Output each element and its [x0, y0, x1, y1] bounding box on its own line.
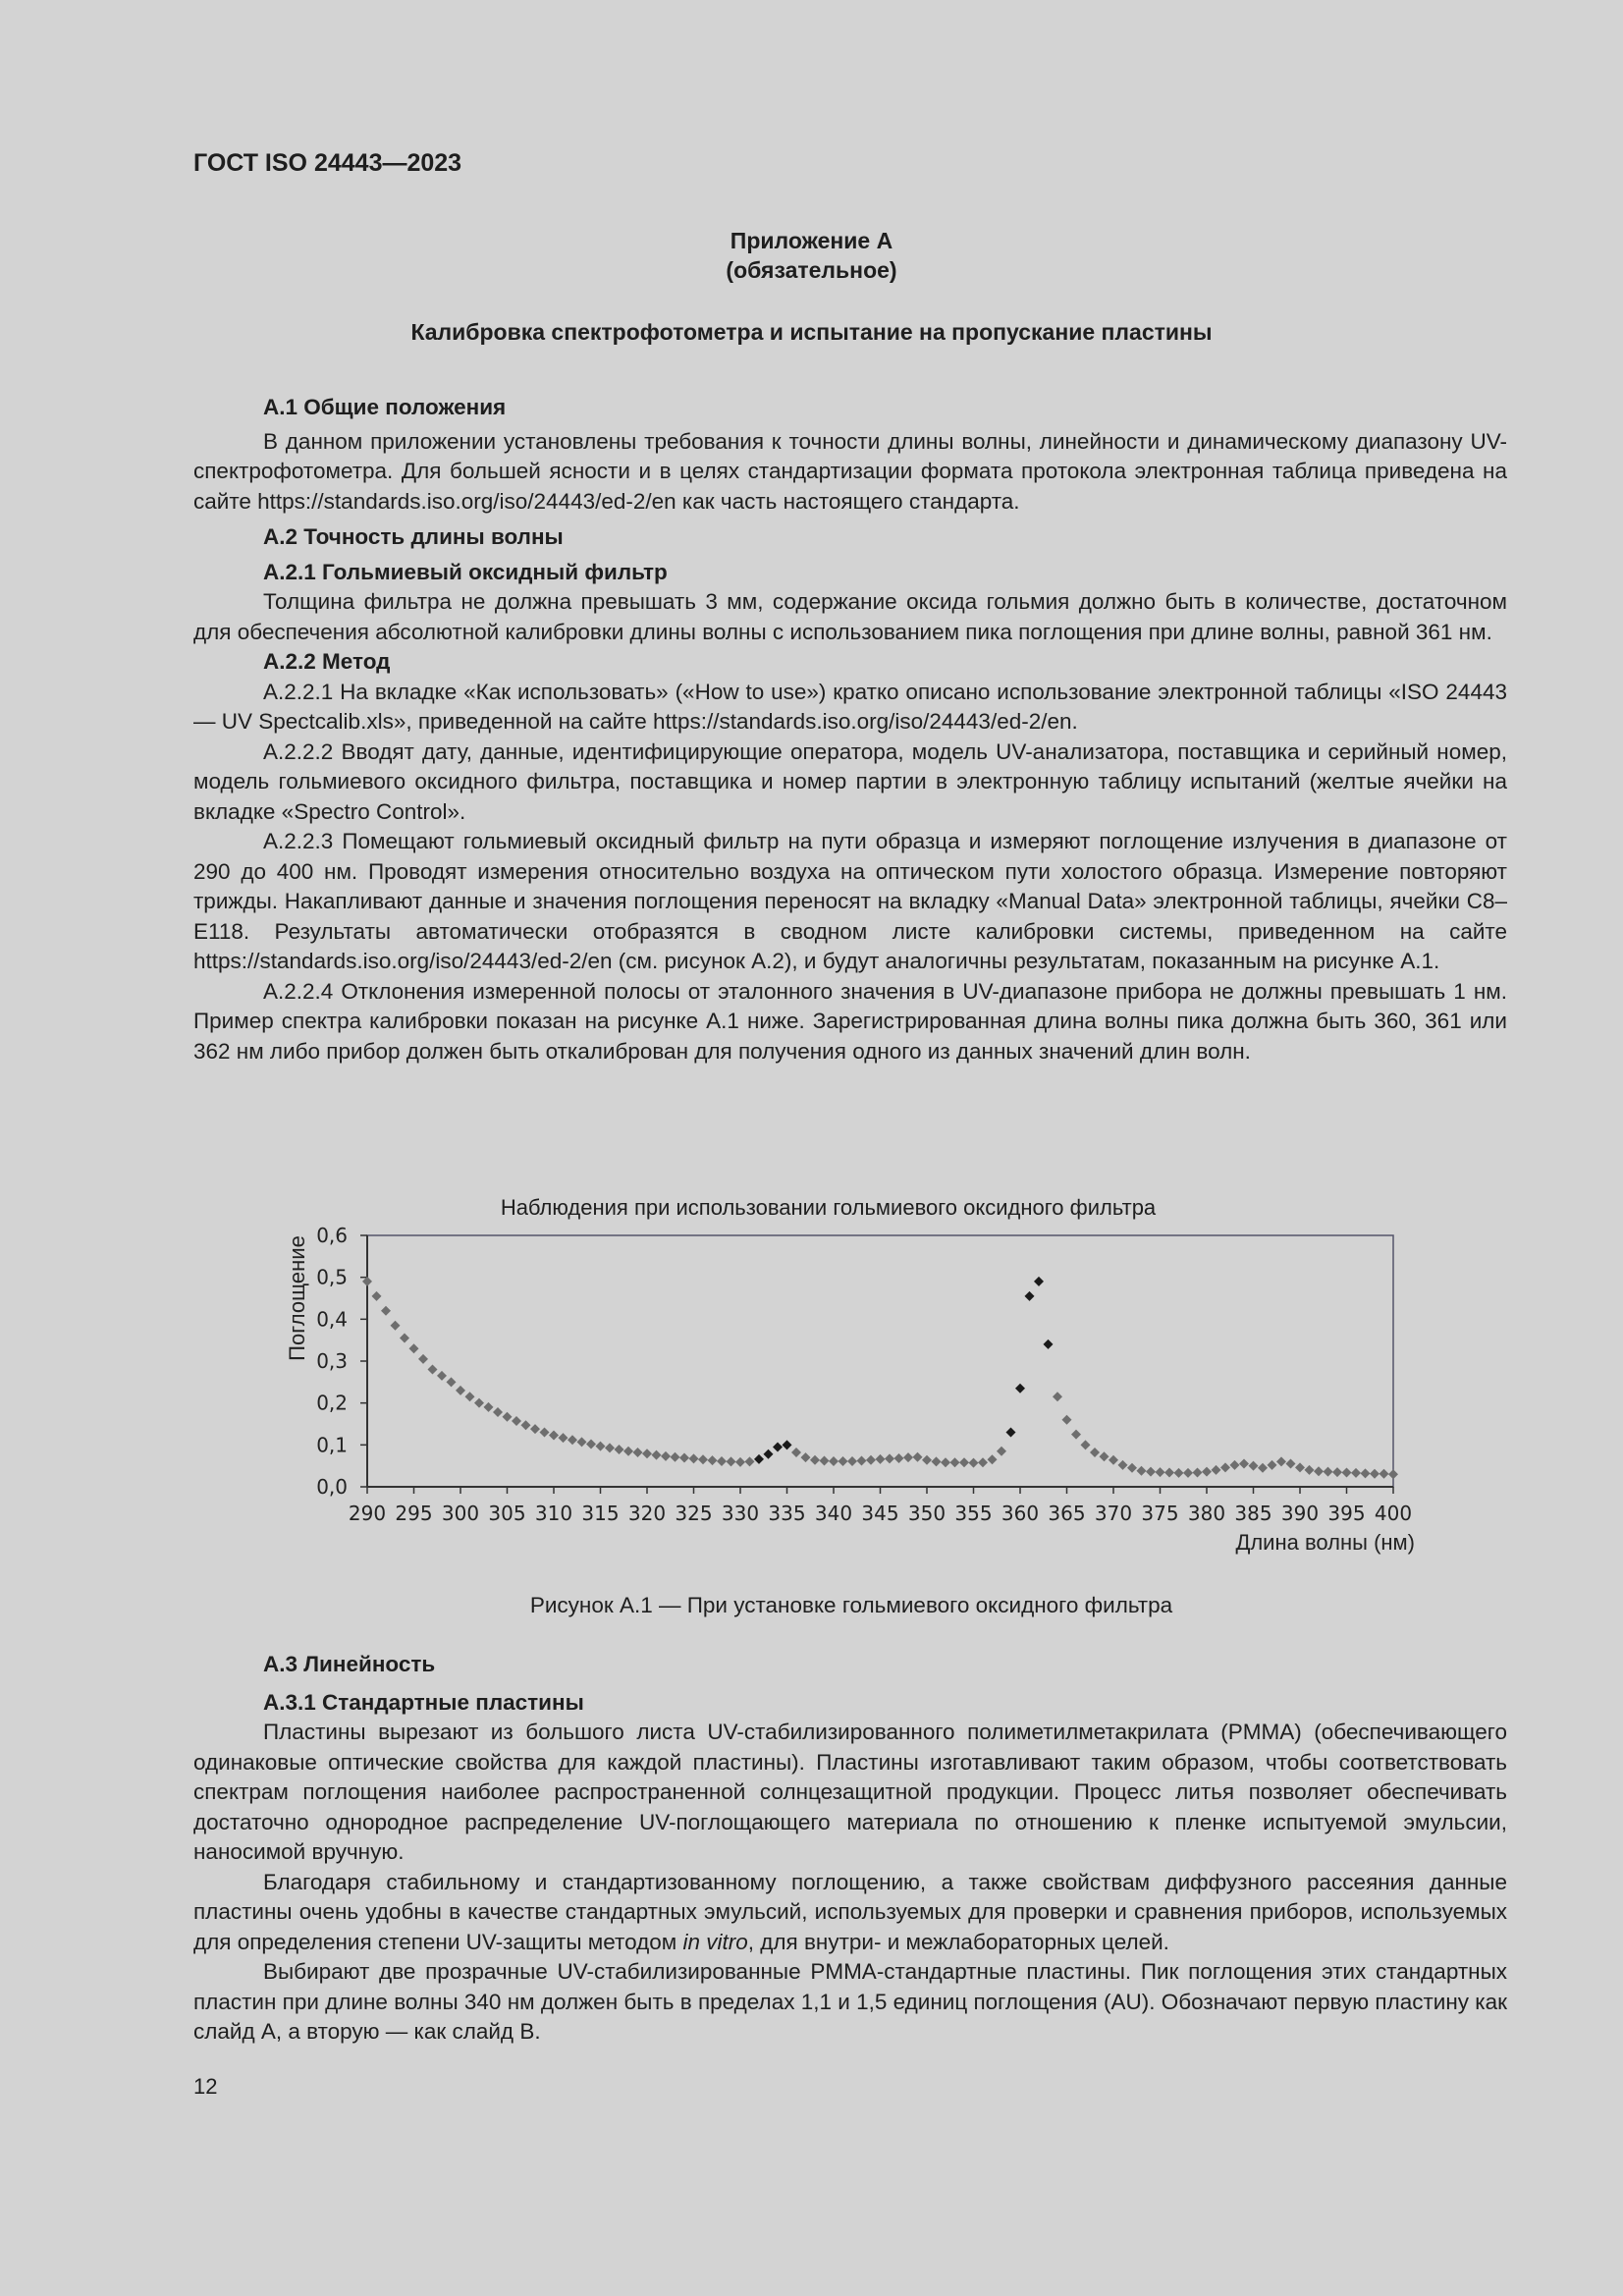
data-point [1314, 1466, 1324, 1476]
x-tick-label: 365 [1048, 1502, 1086, 1525]
x-tick-label: 345 [861, 1502, 899, 1525]
data-point [671, 1452, 680, 1462]
data-point [829, 1456, 839, 1466]
data-point [745, 1456, 755, 1466]
data-point [727, 1456, 736, 1466]
paragraph-a31-2-text-start: Благодаря стабильному и стандартизованному поглощению, а также свойствам диффузного рассеяния данные пластины очень удобны в качестве стандартных эмульсий, используемых для проверки и сравнения приборов, используемых для определения степени UV-защиты методом [193, 1869, 1507, 1954]
paragraph-a221: А.2.2.1 На вкладке «Как использовать» («How to use») кратко описано использование электронной таблицы «ISO 24443 — UV Spectcalib.xls», приведенной на сайте https://standards.iso.org/iso/24443/ed-2/en. [193, 679, 1507, 734]
data-point [1249, 1461, 1259, 1471]
data-point [950, 1457, 960, 1467]
data-point [717, 1456, 727, 1466]
data-point [1146, 1467, 1156, 1477]
data-point [1156, 1467, 1165, 1477]
data-point [428, 1365, 438, 1375]
data-point [1202, 1467, 1212, 1477]
data-point [1258, 1463, 1268, 1473]
y-tick-label: 0,4 [316, 1307, 348, 1332]
data-point [661, 1451, 671, 1461]
paragraph-a31-1: Пластины вырезают из большого листа UV-стабилизированного полиметилметакрилата (PMMA) (обеспечивающего одинаковые оптические свойства для каждой пластины). Пластины изготавливают таким образом, чтобы соответствовать спектрам поглощения наиболее распространенной солнцезащитной продукции. Процесс литья позволяет обеспечивать достаточно однородное распределение UV-поглощающего материала по отношению к пленке испытуемой эмульсии, наносимой вручную. [193, 1720, 1507, 1864]
x-tick-label: 325 [675, 1502, 713, 1525]
appendix-subject-title: Калибровка спектрофотометра и испытание на пропускание пластины [410, 319, 1213, 345]
data-point [1239, 1459, 1249, 1469]
y-tick-label: 0,1 [316, 1433, 348, 1457]
x-tick-label: 370 [1094, 1502, 1133, 1525]
data-point [1342, 1467, 1352, 1477]
data-point [1100, 1451, 1109, 1461]
x-tick-label: 330 [721, 1502, 760, 1525]
section-heading-a31: А.3.1 Стандартные пластины [263, 1689, 584, 1715]
data-point [1268, 1460, 1277, 1470]
data-point [568, 1435, 577, 1445]
paragraph-a31-2 [193, 1868, 1507, 1958]
chart-title: Наблюдения при использовании гольмиевого оксидного фильтра [500, 1195, 1157, 1220]
data-point [559, 1433, 568, 1443]
data-point [493, 1407, 503, 1417]
data-point [903, 1452, 913, 1462]
data-point [1305, 1465, 1315, 1475]
data-point [754, 1454, 764, 1464]
paragraph-a21: Толщина фильтра не должна превышать 3 мм, содержание оксида гольмия должно быть в количестве, достаточном для обеспечения абсолютной калибровки длины волны с использованием пика поглощения при длине волны, равной 361 нм. [193, 589, 1507, 644]
data-point [1361, 1468, 1371, 1478]
data-point [1071, 1430, 1081, 1440]
data-point [456, 1386, 465, 1395]
data-point [839, 1456, 848, 1466]
paragraph-a1: В данном приложении установлены требования к точности длины волны, линейности и динамическому диапазону UV-спектрофотометра. Для большей ясности и в целях стандартизации формата протокола электронная таблица приведена на сайте https://standards.iso.org/iso/24443/ed-2/en как часть настоящего стандарта. [193, 428, 1507, 514]
data-point [1053, 1392, 1062, 1401]
paragraph-a31-3: Выбирают две прозрачные UV-стабилизированные PMMA-стандартные пластины. Пик поглощения этих стандартных пластин при длине волны 340 нм должен быть в пределах 1,1 и 1,5 единиц поглощения (AU). Обозначают первую пластину как слайд A, а вторую — как слайд B. [193, 1959, 1507, 2044]
data-point [735, 1457, 745, 1467]
x-tick-label: 300 [441, 1502, 480, 1525]
data-point [876, 1454, 886, 1464]
data-point [1295, 1462, 1305, 1472]
x-tick-label: 380 [1187, 1502, 1226, 1525]
x-tick-label: 355 [954, 1502, 993, 1525]
data-point [437, 1371, 447, 1381]
page-number: 12 [193, 2074, 218, 2099]
data-point [465, 1392, 475, 1401]
x-tick-label: 295 [395, 1502, 433, 1525]
appendix-status: (обязательное) [726, 257, 897, 283]
x-tick-label: 315 [581, 1502, 620, 1525]
data-point [484, 1402, 494, 1412]
data-point [988, 1454, 998, 1464]
x-tick-label: 305 [488, 1502, 526, 1525]
data-point [1015, 1384, 1025, 1394]
data-point [847, 1456, 857, 1466]
paragraph-a222: А.2.2.2 Вводят дату, данные, идентифицирующие оператора, модель UV-анализатора, поставщика и серийный номер, модель гольмиевого оксидного фильтра, поставщика и номер партии в электронную таблицу испытаний (желтые ячейки на вкладке «Spectro Control». [193, 738, 1507, 824]
x-tick-label: 400 [1374, 1502, 1413, 1525]
data-point [959, 1457, 969, 1467]
x-tick-label: 290 [348, 1502, 387, 1525]
data-point [932, 1456, 942, 1466]
x-tick-label: 335 [768, 1502, 806, 1525]
data-point [791, 1448, 801, 1457]
y-tick-label: 0,6 [316, 1224, 348, 1247]
data-point [941, 1457, 950, 1467]
section-heading-a21: А.2.1 Гольмиевый оксидный фильтр [263, 559, 668, 584]
data-point [1081, 1440, 1091, 1449]
paragraph-a223: А.2.2.3 Помещают гольмиевый оксидный фильтр на пути образца и измеряют поглощение излучения в диапазоне от 290 до 400 нм. Проводят измерения относительно воздуха на оптическом пути холостого образца. Измерение повторяют трижды. Накапливают данные и значения поглощения переносят на вкладку «Manual Data» электронной таблицы, ячейки С8–Е118. Результаты автоматически отобразятся в сводном листе калибровки системы, приведенном на сайте https://standards.iso.org/iso/24443/ed-2/en (см. рисунок А.2), и будут аналогичны результатам, показанным на рисунке А.1. [193, 829, 1507, 973]
plot-area-frame [367, 1235, 1393, 1487]
data-point [1276, 1456, 1286, 1466]
x-tick-label: 340 [814, 1502, 853, 1525]
data-point [577, 1437, 587, 1447]
data-point [1044, 1339, 1054, 1349]
paragraph-a31-2-text-end: , для внутри- и межлабораторных целей. [747, 1929, 1169, 1954]
data-point [894, 1453, 904, 1463]
data-point [679, 1453, 689, 1463]
section-a3 [193, 1650, 1507, 2048]
data-point [1183, 1468, 1193, 1478]
data-point [615, 1445, 624, 1454]
data-point [1388, 1469, 1398, 1479]
data-point [549, 1431, 559, 1441]
data-point [540, 1428, 550, 1438]
data-point [708, 1455, 718, 1465]
data-point [1164, 1467, 1174, 1477]
document-code-header: ГОСТ ISO 24443—2023 [193, 149, 462, 177]
section-heading-a3: А.3 Линейность [263, 1652, 436, 1676]
y-tick-label: 0,5 [316, 1265, 348, 1289]
data-point [773, 1442, 783, 1451]
section-heading-a2: А.2 Точность длины волны [263, 524, 564, 549]
data-point [1062, 1415, 1072, 1425]
data-point [689, 1453, 699, 1463]
data-point [623, 1447, 633, 1456]
data-point [1193, 1467, 1203, 1477]
data-point [605, 1443, 615, 1452]
data-point [885, 1453, 894, 1463]
appendix-heading [0, 226, 1623, 285]
data-point [1025, 1291, 1035, 1301]
section-heading-a1: А.1 Общие положения [263, 395, 507, 419]
data-point [521, 1420, 531, 1430]
x-tick-label: 320 [627, 1502, 667, 1525]
data-point [801, 1452, 811, 1462]
section-heading-a22: А.2.2 Метод [263, 649, 391, 674]
in-vitro-term: in vitro [682, 1929, 748, 1954]
data-point [1109, 1455, 1118, 1465]
data-point [922, 1455, 932, 1465]
data-point [512, 1416, 521, 1426]
data-point [642, 1449, 652, 1458]
data-point [1034, 1277, 1044, 1286]
data-point [1212, 1465, 1221, 1475]
data-point [1006, 1428, 1016, 1438]
data-point [633, 1448, 643, 1457]
data-point [820, 1456, 830, 1466]
x-tick-label: 395 [1327, 1502, 1366, 1525]
x-tick-label: 390 [1280, 1502, 1320, 1525]
data-point [764, 1449, 774, 1459]
section-a1-a2 [193, 393, 1507, 1066]
data-point [866, 1455, 876, 1465]
data-point [596, 1442, 606, 1451]
data-point [362, 1277, 372, 1286]
data-point [1370, 1469, 1380, 1479]
x-tick-label: 375 [1141, 1502, 1179, 1525]
appendix-title: Приложение А [730, 228, 893, 253]
data-point [1380, 1469, 1389, 1479]
data-point [418, 1354, 428, 1364]
data-point [1090, 1448, 1100, 1457]
data-point [1286, 1459, 1296, 1469]
data-point [1230, 1460, 1240, 1470]
data-point [978, 1457, 988, 1467]
x-tick-label: 310 [534, 1502, 573, 1525]
data-point [698, 1454, 708, 1464]
data-point [810, 1455, 820, 1465]
data-point [474, 1398, 484, 1408]
data-point [1324, 1467, 1333, 1477]
data-point [1332, 1467, 1342, 1477]
data-point [1137, 1466, 1147, 1476]
data-point [997, 1447, 1006, 1456]
data-point [586, 1439, 596, 1449]
data-point [372, 1291, 382, 1301]
data-point [409, 1343, 419, 1353]
y-axis-label: Поглощение [285, 1235, 309, 1361]
data-point [1174, 1468, 1184, 1478]
figure-caption: Рисунок А.1 — При установке гольмиевого оксидного фильтра [529, 1593, 1173, 1617]
data-point [447, 1377, 457, 1387]
y-tick-label: 0,3 [316, 1349, 348, 1373]
data-point [783, 1440, 792, 1449]
data-point [913, 1452, 923, 1462]
data-point [503, 1412, 513, 1422]
data-point [400, 1334, 409, 1343]
data-point [1351, 1468, 1361, 1478]
x-axis-label: Длина волны (нм) [1235, 1530, 1415, 1555]
x-tick-label: 385 [1234, 1502, 1272, 1525]
paragraph-a224: А.2.2.4 Отклонения измеренной полосы от эталонного значения в UV-диапазоне прибора не должны превышать 1 нм. Пример спектра калибровки показан на рисунке А.1 ниже. Зарегистрированная длина волны пика должна быть 360, 361 или 362 нм либо прибор должен быть откалиброван для получения одного из данных значений длин волн. [193, 978, 1507, 1064]
data-point [1127, 1463, 1137, 1473]
y-tick-label: 0,0 [316, 1475, 348, 1499]
data-point [969, 1458, 979, 1468]
y-tick-label: 0,2 [316, 1391, 348, 1415]
data-point [381, 1306, 391, 1316]
data-point [857, 1456, 867, 1466]
x-tick-label: 360 [1001, 1502, 1040, 1525]
data-point [1118, 1460, 1128, 1470]
data-point [530, 1424, 540, 1434]
data-point [652, 1450, 662, 1460]
data-point [1220, 1462, 1230, 1472]
x-tick-label: 350 [907, 1502, 947, 1525]
data-point [391, 1321, 401, 1331]
